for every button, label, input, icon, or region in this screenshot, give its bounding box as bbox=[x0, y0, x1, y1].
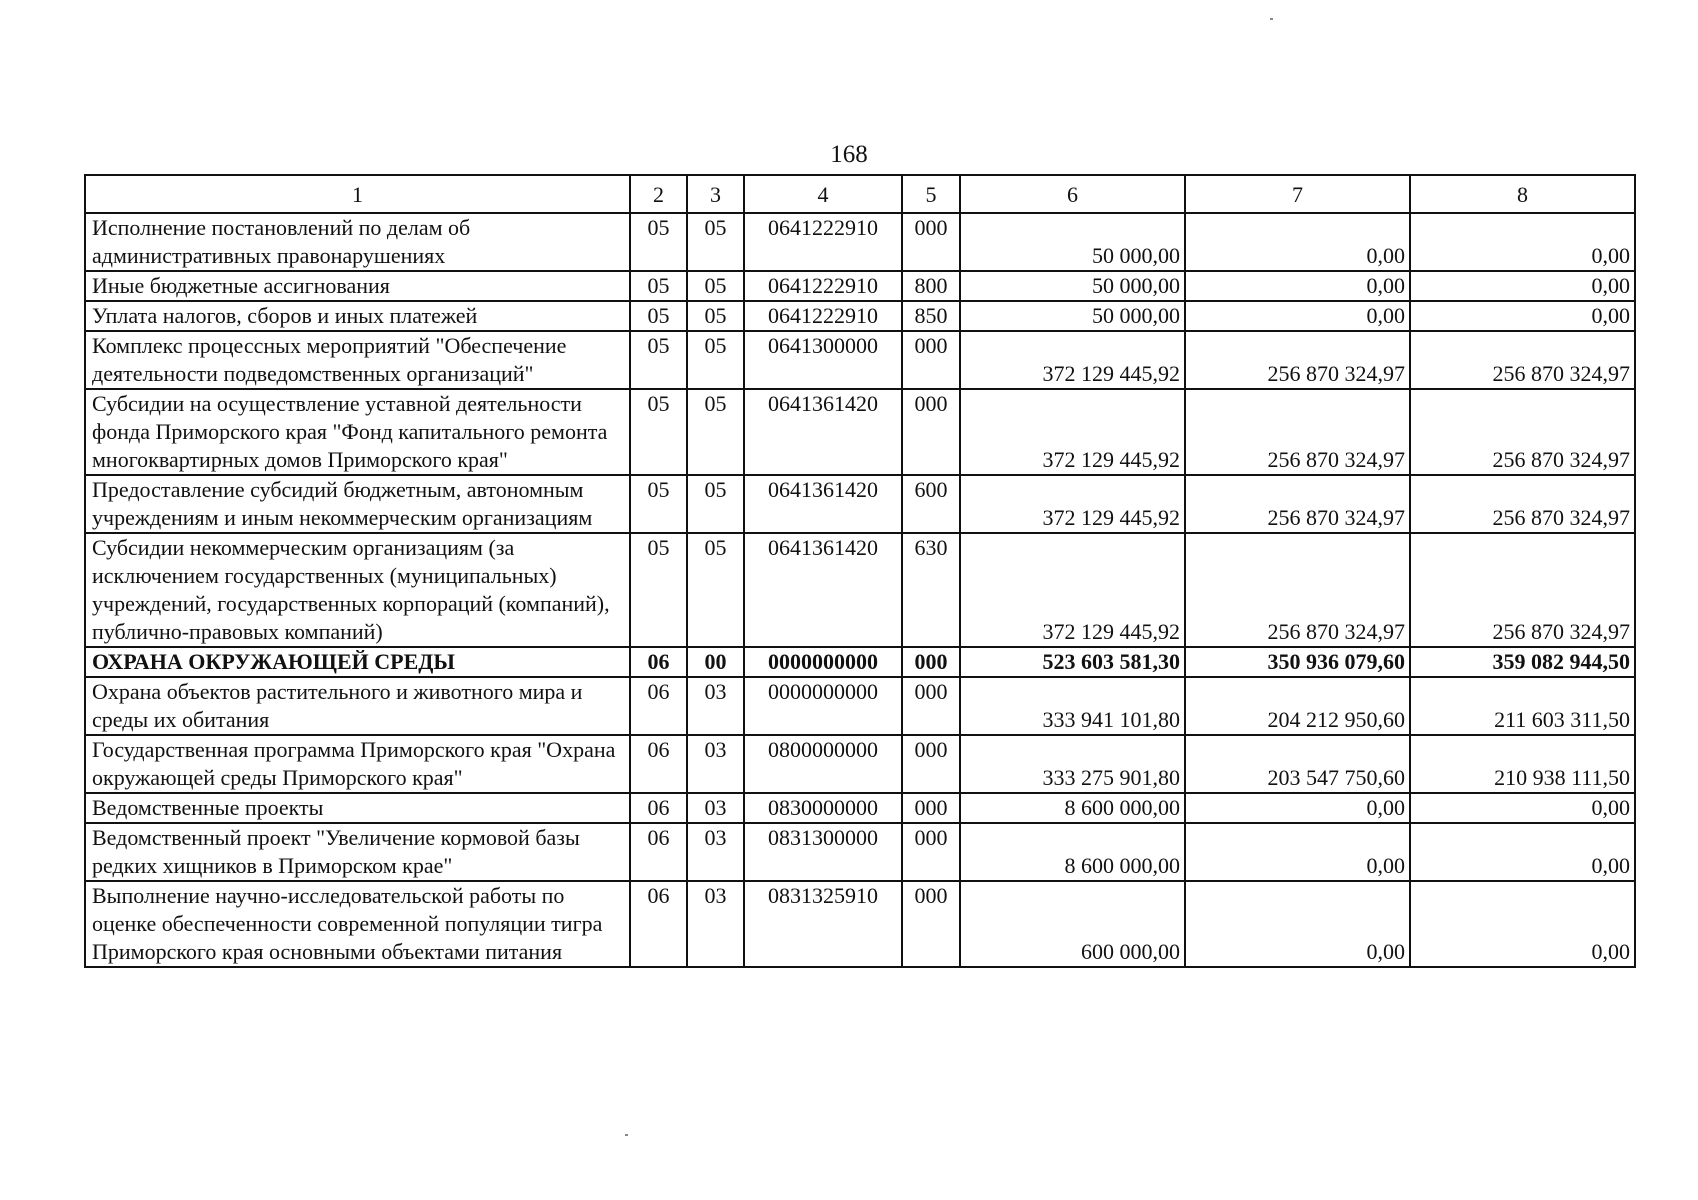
row-amount-6: 50 000,00 bbox=[960, 271, 1185, 301]
header-cell: 2 bbox=[630, 175, 687, 213]
row-code-2: 05 bbox=[630, 213, 687, 271]
row-amount-8: 0,00 bbox=[1410, 301, 1635, 331]
row-amount-7: 0,00 bbox=[1185, 823, 1410, 881]
table-row bbox=[85, 331, 1635, 389]
row-amount-6: 333 941 101,80 bbox=[960, 677, 1185, 735]
row-code-2: 06 bbox=[630, 793, 687, 823]
row-name: Исполнение постановлений по делам об административных правонарушениях bbox=[85, 213, 630, 271]
row-code-5: 000 bbox=[902, 793, 960, 823]
row-name: Ведомственный проект "Увеличение кормовой базы редких хищников в Приморском крае" bbox=[85, 823, 630, 881]
row-code-2: 06 bbox=[630, 647, 687, 677]
row-amount-7: 0,00 bbox=[1185, 793, 1410, 823]
row-code-4: 0831325910 bbox=[744, 881, 902, 967]
table-row bbox=[85, 647, 1635, 677]
header-cell: 1 bbox=[85, 175, 630, 213]
row-code-3: 05 bbox=[687, 533, 744, 647]
row-code-5: 000 bbox=[902, 677, 960, 735]
row-amount-6: 600 000,00 bbox=[960, 881, 1185, 967]
row-code-3: 05 bbox=[687, 301, 744, 331]
row-amount-8: 256 870 324,97 bbox=[1410, 389, 1635, 475]
row-code-4: 0000000000 bbox=[744, 647, 902, 677]
row-code-5: 000 bbox=[902, 647, 960, 677]
row-amount-6: 50 000,00 bbox=[960, 301, 1185, 331]
row-amount-6: 333 275 901,80 bbox=[960, 735, 1185, 793]
row-amount-7: 256 870 324,97 bbox=[1185, 475, 1410, 533]
row-code-5: 000 bbox=[902, 823, 960, 881]
row-code-3: 05 bbox=[687, 271, 744, 301]
page-number: 168 bbox=[830, 141, 868, 168]
row-code-2: 05 bbox=[630, 301, 687, 331]
row-amount-6: 8 600 000,00 bbox=[960, 793, 1185, 823]
row-code-5: 000 bbox=[902, 735, 960, 793]
row-amount-8: 0,00 bbox=[1410, 213, 1635, 271]
row-name: Охрана объектов растительного и животного мира и среды их обитания bbox=[85, 677, 630, 735]
table-header-row bbox=[85, 175, 1635, 213]
row-code-5: 630 bbox=[902, 533, 960, 647]
row-code-3: 05 bbox=[687, 331, 744, 389]
row-code-2: 05 bbox=[630, 331, 687, 389]
row-code-5: 800 bbox=[902, 271, 960, 301]
row-amount-6: 372 129 445,92 bbox=[960, 533, 1185, 647]
table-row bbox=[85, 823, 1635, 881]
row-amount-8: 0,00 bbox=[1410, 881, 1635, 967]
row-name: Уплата налогов, сборов и иных платежей bbox=[85, 301, 630, 331]
row-code-4: 0830000000 bbox=[744, 793, 902, 823]
header-cell: 5 bbox=[902, 175, 960, 213]
row-code-2: 05 bbox=[630, 389, 687, 475]
row-code-2: 05 bbox=[630, 533, 687, 647]
row-code-5: 850 bbox=[902, 301, 960, 331]
row-code-5: 000 bbox=[902, 331, 960, 389]
row-code-5: 000 bbox=[902, 213, 960, 271]
row-amount-6: 372 129 445,92 bbox=[960, 331, 1185, 389]
row-amount-7: 256 870 324,97 bbox=[1185, 533, 1410, 647]
row-code-5: 000 bbox=[902, 881, 960, 967]
row-amount-8: 256 870 324,97 bbox=[1410, 533, 1635, 647]
table-row bbox=[85, 213, 1635, 271]
row-code-3: 03 bbox=[687, 677, 744, 735]
row-amount-7: 0,00 bbox=[1185, 213, 1410, 271]
row-name: Государственная программа Приморского края "Охрана окружающей среды Приморского края" bbox=[85, 735, 630, 793]
table-row bbox=[85, 271, 1635, 301]
row-code-3: 03 bbox=[687, 823, 744, 881]
row-amount-6: 523 603 581,30 bbox=[960, 647, 1185, 677]
row-amount-6: 50 000,00 bbox=[960, 213, 1185, 271]
row-code-3: 05 bbox=[687, 389, 744, 475]
row-amount-8: 256 870 324,97 bbox=[1410, 331, 1635, 389]
scan-speck bbox=[625, 1134, 628, 1136]
table-row bbox=[85, 301, 1635, 331]
table-row bbox=[85, 475, 1635, 533]
table-row bbox=[85, 533, 1635, 647]
row-code-2: 06 bbox=[630, 677, 687, 735]
row-amount-6: 372 129 445,92 bbox=[960, 475, 1185, 533]
table-row bbox=[85, 389, 1635, 475]
row-code-3: 03 bbox=[687, 735, 744, 793]
row-code-4: 0641361420 bbox=[744, 533, 902, 647]
row-code-3: 05 bbox=[687, 475, 744, 533]
row-code-4: 0641222910 bbox=[744, 271, 902, 301]
row-name: Комплекс процессных мероприятий "Обеспечение деятельности подведомственных организаций" bbox=[85, 331, 630, 389]
row-code-4: 0641222910 bbox=[744, 213, 902, 271]
header-cell: 8 bbox=[1410, 175, 1635, 213]
budget-table bbox=[84, 174, 1636, 968]
header-cell: 3 bbox=[687, 175, 744, 213]
row-name: Предоставление субсидий бюджетным, автономным учреждениям и иным некоммерческим организациям bbox=[85, 475, 630, 533]
row-code-4: 0641361420 bbox=[744, 389, 902, 475]
table-row bbox=[85, 735, 1635, 793]
row-code-3: 03 bbox=[687, 881, 744, 967]
row-name: Выполнение научно-исследовательской работы по оценке обеспеченности современной популяции тигра Приморского края основными объектами питания bbox=[85, 881, 630, 967]
header-cell: 4 bbox=[744, 175, 902, 213]
row-code-3: 05 bbox=[687, 213, 744, 271]
row-code-4: 0641222910 bbox=[744, 301, 902, 331]
row-name: Субсидии на осуществление уставной деятельности фонда Приморского края "Фонд капитального ремонта многоквартирных домов Приморского края" bbox=[85, 389, 630, 475]
row-amount-6: 8 600 000,00 bbox=[960, 823, 1185, 881]
row-code-2: 06 bbox=[630, 881, 687, 967]
row-name: ОХРАНА ОКРУЖАЮЩЕЙ СРЕДЫ bbox=[85, 647, 630, 677]
row-code-5: 000 bbox=[902, 389, 960, 475]
row-amount-8: 0,00 bbox=[1410, 271, 1635, 301]
table-row bbox=[85, 881, 1635, 967]
row-amount-7: 0,00 bbox=[1185, 881, 1410, 967]
row-amount-8: 359 082 944,50 bbox=[1410, 647, 1635, 677]
row-amount-7: 350 936 079,60 bbox=[1185, 647, 1410, 677]
row-amount-8: 211 603 311,50 bbox=[1410, 677, 1635, 735]
row-code-3: 00 bbox=[687, 647, 744, 677]
table-row bbox=[85, 677, 1635, 735]
row-amount-8: 256 870 324,97 bbox=[1410, 475, 1635, 533]
row-code-4: 0831300000 bbox=[744, 823, 902, 881]
row-amount-7: 0,00 bbox=[1185, 271, 1410, 301]
row-code-2: 06 bbox=[630, 823, 687, 881]
row-name: Иные бюджетные ассигнования bbox=[85, 271, 630, 301]
row-amount-8: 210 938 111,50 bbox=[1410, 735, 1635, 793]
scan-speck bbox=[1270, 18, 1273, 20]
row-amount-7: 256 870 324,97 bbox=[1185, 389, 1410, 475]
row-code-4: 0800000000 bbox=[744, 735, 902, 793]
row-code-5: 600 bbox=[902, 475, 960, 533]
row-amount-6: 372 129 445,92 bbox=[960, 389, 1185, 475]
table-row bbox=[85, 793, 1635, 823]
row-amount-8: 0,00 bbox=[1410, 823, 1635, 881]
row-amount-8: 0,00 bbox=[1410, 793, 1635, 823]
row-code-2: 05 bbox=[630, 271, 687, 301]
row-amount-7: 0,00 bbox=[1185, 301, 1410, 331]
row-amount-7: 256 870 324,97 bbox=[1185, 331, 1410, 389]
row-code-4: 0641300000 bbox=[744, 331, 902, 389]
row-amount-7: 204 212 950,60 bbox=[1185, 677, 1410, 735]
header-cell: 7 bbox=[1185, 175, 1410, 213]
row-name: Субсидии некоммерческим организациям (за исключением государственных (муниципальных) учреждений, государственных корпораций (компаний), публично-правовых компаний) bbox=[85, 533, 630, 647]
header-cell: 6 bbox=[960, 175, 1185, 213]
row-amount-7: 203 547 750,60 bbox=[1185, 735, 1410, 793]
row-code-4: 0641361420 bbox=[744, 475, 902, 533]
row-code-4: 0000000000 bbox=[744, 677, 902, 735]
row-code-2: 05 bbox=[630, 475, 687, 533]
row-code-3: 03 bbox=[687, 793, 744, 823]
row-code-2: 06 bbox=[630, 735, 687, 793]
row-name: Ведомственные проекты bbox=[85, 793, 630, 823]
